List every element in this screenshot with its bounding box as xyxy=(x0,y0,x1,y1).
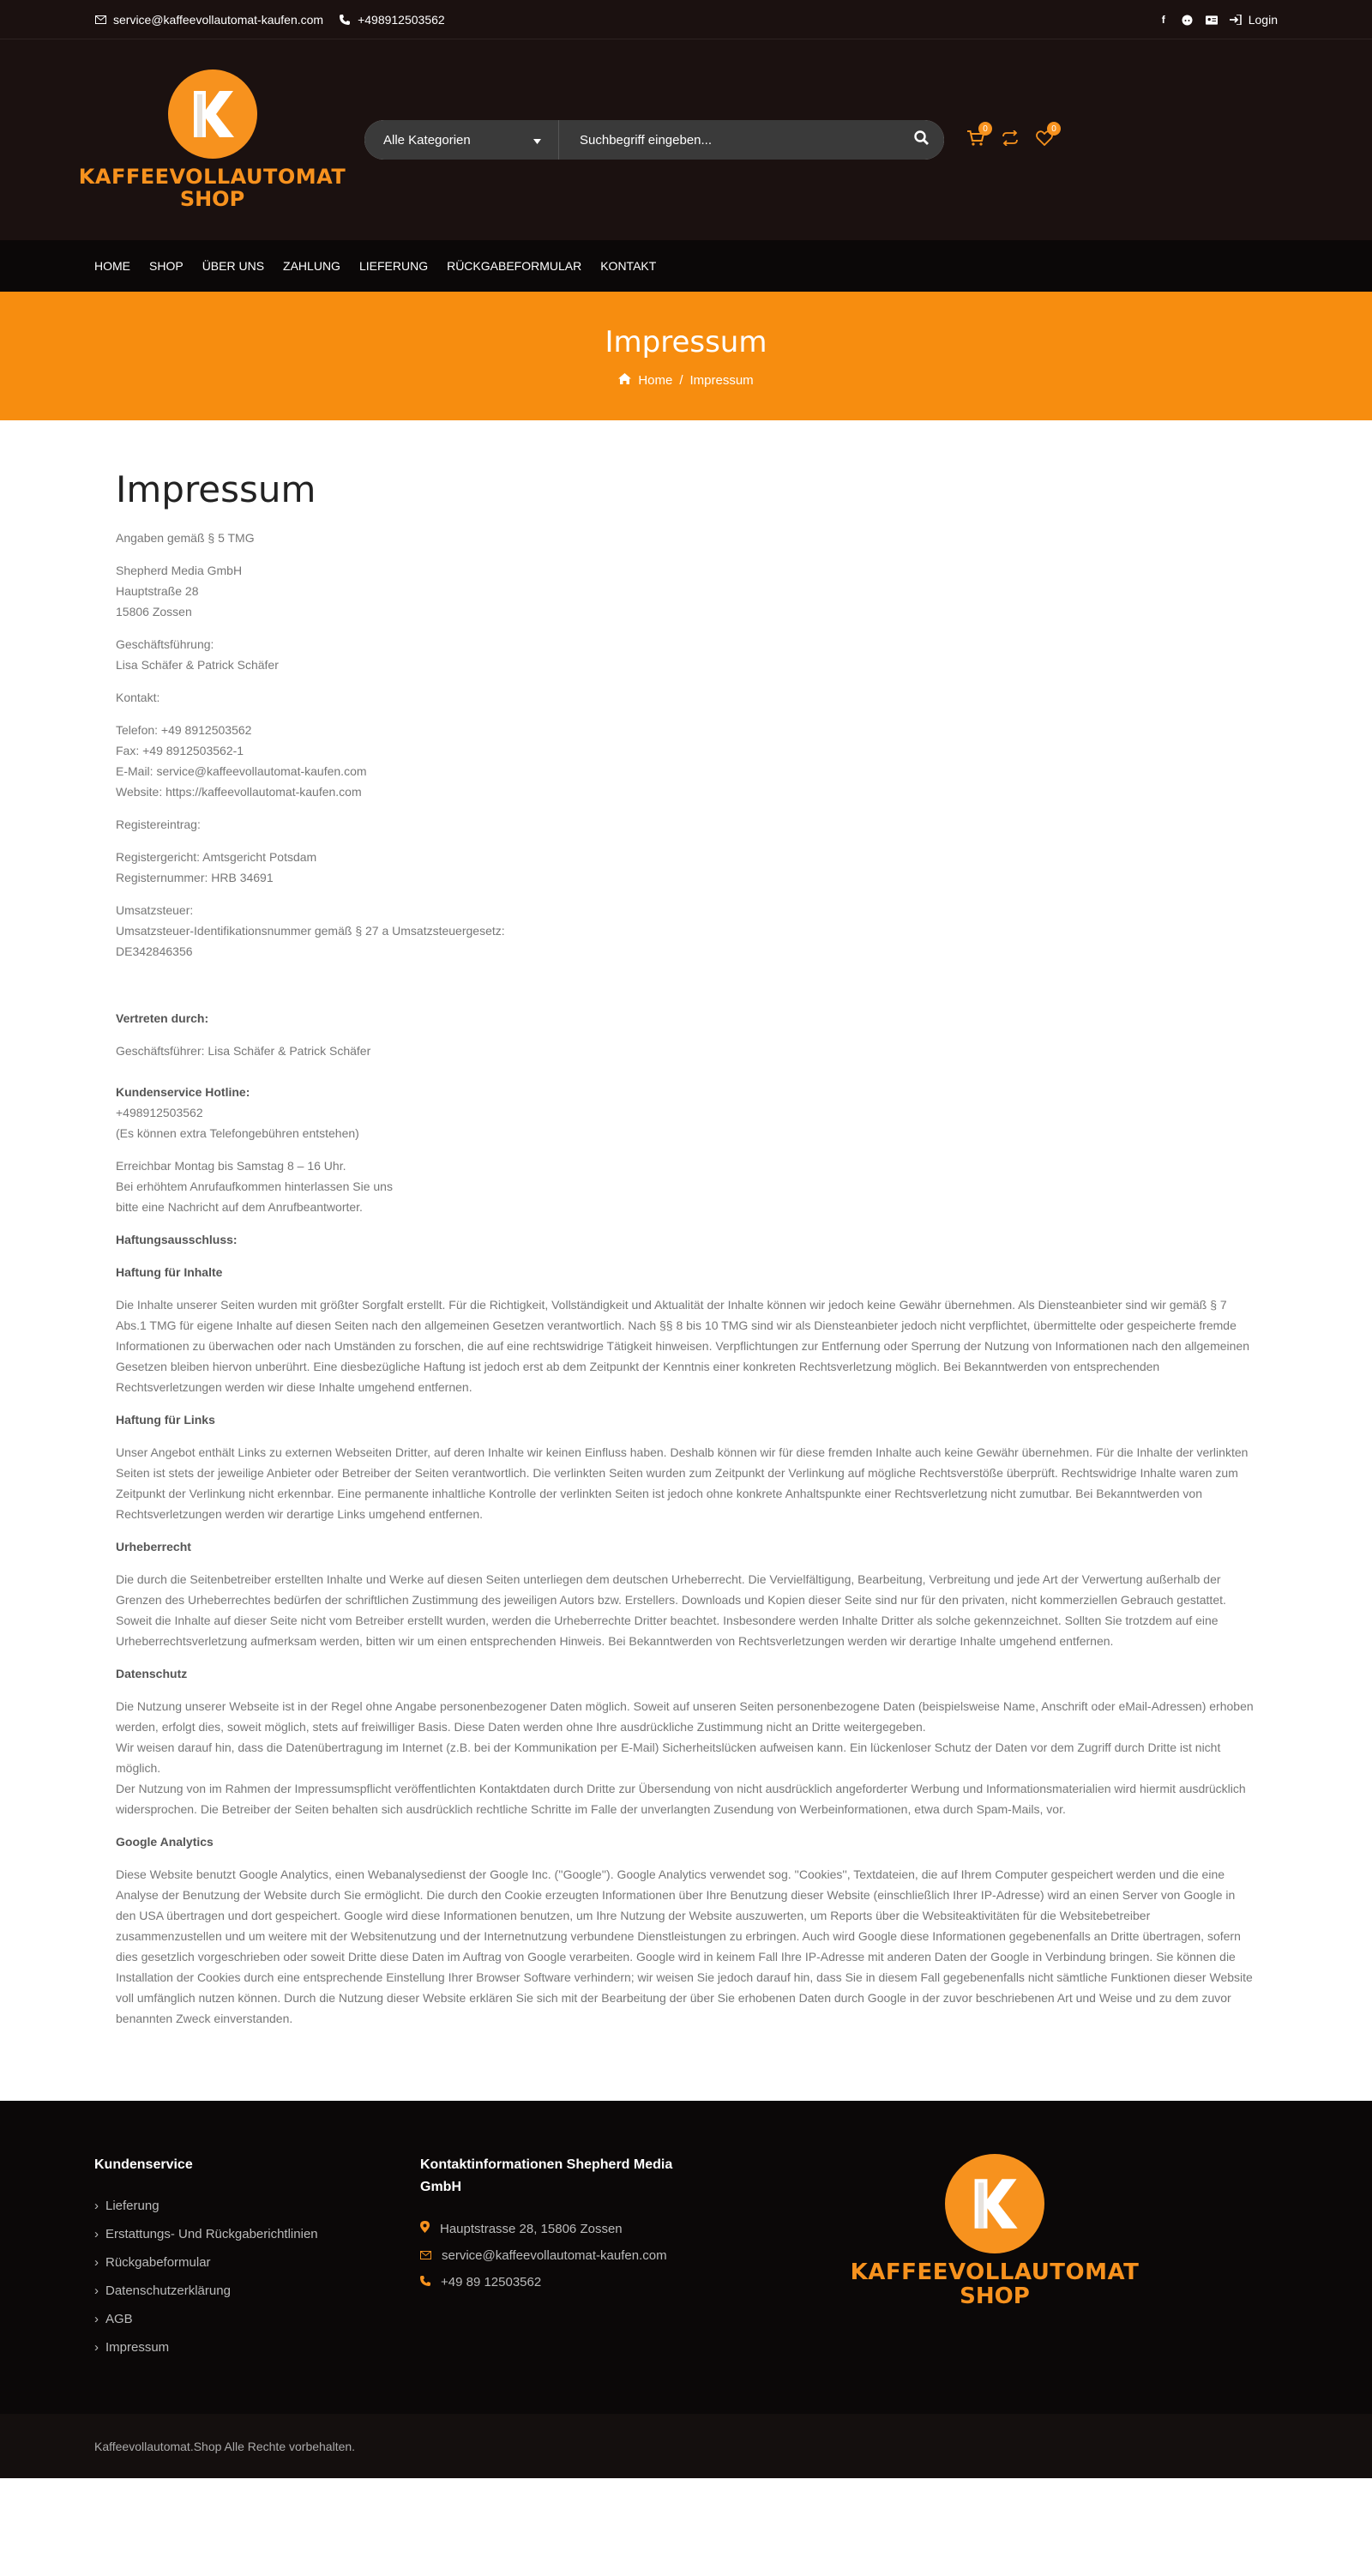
disclaimer-heading: Haftungsausschluss: xyxy=(116,1233,238,1246)
footer-phone[interactable] xyxy=(420,2275,712,2289)
angle-right-icon: › xyxy=(94,2283,99,2298)
reddit-icon[interactable] xyxy=(1182,14,1194,26)
login-link[interactable] xyxy=(1230,13,1278,27)
angle-right-icon: › xyxy=(94,2227,99,2241)
footer-link-label: Datenschutzerklärung xyxy=(105,2283,231,2298)
nav-zahlung[interactable]: ZAHLUNG xyxy=(283,259,340,273)
hotline xyxy=(116,1082,1256,1143)
phone-icon xyxy=(339,14,351,26)
contact-line: Website: https://kaffeevollautomat-kaufen.com xyxy=(116,785,362,799)
cart-count-badge: 0 xyxy=(978,122,992,136)
logo-text-line2: SHOP xyxy=(179,187,245,211)
hotline-label: Kundenservice Hotline: xyxy=(116,1085,250,1099)
register-label: Registereintrag: xyxy=(116,817,201,831)
address-line: 15806 Zossen xyxy=(116,605,192,618)
footer-col1-title: Kundenservice xyxy=(94,2157,193,2172)
company-address xyxy=(116,560,1256,622)
contact-line: E-Mail: service@kaffeevollautomat-kaufen.com xyxy=(116,764,367,778)
facebook-icon[interactable]: f xyxy=(1161,14,1165,26)
topbar-email-text: service@kaffeevollautomat-kaufen.com xyxy=(113,13,324,27)
search-bar xyxy=(364,120,944,160)
copyright-bar xyxy=(0,2414,1372,2478)
category-select[interactable] xyxy=(364,120,558,160)
sign-in-icon xyxy=(1230,14,1242,26)
nav-lieferung[interactable]: LIEFERUNG xyxy=(358,259,429,273)
register-line: Registernummer: HRB 34691 xyxy=(116,871,274,884)
analytics-heading: Google Analytics xyxy=(116,1835,214,1849)
hotline-number: +498912503562 xyxy=(116,1106,203,1119)
top-bar xyxy=(0,0,1372,39)
footer-link-erstattung[interactable] xyxy=(94,2227,420,2241)
wishlist-button[interactable] xyxy=(1035,124,1056,149)
footer-link-label: Rückgabeformular xyxy=(105,2255,211,2270)
management xyxy=(116,634,1256,675)
banner-title: Impressum xyxy=(605,324,767,359)
envelope-icon xyxy=(94,14,106,26)
login-label: Login xyxy=(1248,13,1278,27)
represented-label: Vertreten durch: xyxy=(116,1011,209,1025)
topbar-email[interactable] xyxy=(94,13,323,27)
footer-contact-info xyxy=(420,2154,712,2368)
privacy-text xyxy=(116,1696,1256,1819)
vat-line: Umsatzsteuer-Identifikationsnummer gemäß § 27 a Umsatzsteuergesetz: xyxy=(116,924,505,938)
privacy-paragraph: Der Nutzung von im Rahmen der Impressumspflicht veröffentlichten Kontaktdaten durch Dritte zur Übersendung von nicht ausdrücklich angeforderter Werbung und Informationsmaterialien wird hiermit ausdrücklich widersprochen. Die Betreiber der Seiten behalten sich ausdrücklich rechtliche Schritte im Falle der unverlangten Zusendung von Werbeinformationen, etwa durch Spam-Mails, vor. xyxy=(116,1782,1246,1816)
footer-link-lieferung[interactable] xyxy=(94,2199,420,2213)
topbar-phone[interactable] xyxy=(339,13,445,27)
angle-right-icon: › xyxy=(94,2199,99,2213)
management-names: Lisa Schäfer & Patrick Schäfer xyxy=(116,658,279,672)
contact-details xyxy=(116,720,1256,802)
footer-link-datenschutz[interactable] xyxy=(94,2283,420,2298)
contact-line: Fax: +49 8912503562-1 xyxy=(116,744,244,757)
category-select-value: Alle Kategorien xyxy=(383,132,471,148)
footer-link-label: AGB xyxy=(105,2312,133,2326)
map-marker-icon xyxy=(420,2221,430,2236)
main-nav xyxy=(0,240,1372,292)
main-content xyxy=(0,420,1372,2101)
footer-col2-title: Kontaktinformationen Shepherd Media GmbH xyxy=(420,2157,673,2194)
angle-right-icon: › xyxy=(94,2340,99,2355)
footer-phone-text: +49 89 12503562 xyxy=(441,2275,542,2289)
angle-right-icon: › xyxy=(94,2255,99,2270)
contact-label: Kontakt: xyxy=(116,691,160,704)
search-button[interactable] xyxy=(898,120,944,160)
nav-rueckgabeformular[interactable]: RÜCKGABEFORMULAR xyxy=(447,259,582,273)
copyright-text: Kaffeevollautomat.Shop Alle Rechte vorbehalten. xyxy=(94,2439,356,2453)
content-liability-heading: Haftung für Inhalte xyxy=(116,1265,223,1279)
footer-link-label: Lieferung xyxy=(105,2199,159,2213)
site-logo[interactable] xyxy=(78,69,346,211)
compare-button[interactable] xyxy=(1001,130,1020,149)
analytics-text: Diese Website benutzt Google Analytics, einen Webanalysedienst der Google Inc. (''Google''). Google Analytics verwendet sog. ''Cookies'', Textdateien, die auf Ihrem Computer gespeichert werden und die eine Analyse der Benutzung der Website durch Sie ermöglicht. Die durch den Cookie erzeugten Informationen über Ihre Benutzung dieser Website (einschließlich Ihrer IP-Adresse) wird an einen Server von Google in den USA übertragen und dort gespeichert. Google wird diese Informationen benutzen, um Ihre Nutzung der Website auszuwerten, um Reports über die Websiteaktivitäten für die Websitebetreiber zusammenzustellen und um weitere mit der Websitenutzung und der Internetnutzung verbundene Dienstleistungen zu erbringen. Auch wird Google diese Informationen gegebenenfalls an Dritte übertragen, sofern dies gesetzlich vorgeschrieben oder soweit Dritte diese Daten im Auftrag von Google verarbeiten. Google wird in keinem Fall Ihre IP-Adresse mit anderen Daten der Google in Verbindung bringen. Sie können die Installation der Cookies durch eine entsprechende Einstellung Ihrer Browser Software verhindern; wir weisen Sie jedoch darauf hin, dass Sie in diesem Fall gegebenenfalls nicht sämtliche Funktionen dieser Website voll umfänglich nutzen können. Durch die Nutzung dieser Website erklären Sie sich mit der Bearbeitung der über Sie erhobenen Daten durch Google in der zuvor beschriebenen Art und Weise und zu dem zuvor benannten Zweck einverstanden. xyxy=(116,1867,1253,2025)
vat-line: DE342846356 xyxy=(116,944,193,958)
logo-text-line1: KAFFEEVOLLAUTOMAT xyxy=(78,165,346,189)
copyright-text: Die durch die Seitenbetreiber erstellten Inhalte und Werke auf diesen Seiten unterliegen dem deutschen Urheberrecht. Die Vervielfältigung, Bearbeitung, Verbreitung und jede Art der Verwertung außerhalb der Grenzen des Urheberrechtes bedürfen der schriftlichen Zustimmung des jeweiligen Autors bzw. Erstellers. Downloads und Kopien dieser Seite sind nur für den privaten, nicht kommerziellen Gebrauch gestattet. Soweit die Inhalte auf dieser Seite nicht vom Betreiber erstellt wurden, werden die Urheberrechte Dritter beachtet. Insbesondere werden Inhalte Dritter als solche gekennzeichnet. Sollten Sie trotzdem auf eine Urheberrechtsverletzung aufmerksam werden, bitten wir um einen entsprechenden Hinweis. Bei Bekanntwerden von Rechtsverletzungen werden wir derartige Inhalte umgehend entfernen. xyxy=(116,1572,1226,1648)
cart-button[interactable] xyxy=(966,124,988,149)
register-details xyxy=(116,847,1256,888)
breadcrumb xyxy=(618,373,753,388)
privacy-paragraph: Die Nutzung unserer Webseite ist in der Regel ohne Angabe personenbezogener Daten möglich. Soweit auf unseren Seiten personenbezogene Daten (beispielsweise Name, Anschrift oder eMail-Adressen) erhoben werden, erfolgt dies, soweit möglich, stets auf freiwilliger Basis. Diese Daten werden ohne Ihre ausdrückliche Zustimmung nicht an Dritte weitergegeben. xyxy=(116,1699,1254,1734)
management-label: Geschäftsführung: xyxy=(116,637,214,651)
footer-link-label: Erstattungs- Und Rückgaberichtlinien xyxy=(105,2227,318,2241)
footer-email[interactable] xyxy=(420,2248,712,2263)
nav-home[interactable]: HOME xyxy=(94,259,130,273)
content-liability-text: Die Inhalte unserer Seiten wurden mit größter Sorgfalt erstellt. Für die Richtigkeit, Vollständigkeit und Aktualität der Inhalte können wir jedoch keine Gewähr übernehmen. Als Diensteanbieter sind wir gemäß § 7 Abs.1 TMG für eigene Inhalte auf diesen Seiten nach den allgemeinen Gesetzen verantwortlich. Nach §§ 8 bis 10 TMG sind wir als Diensteanbieter jedoch nicht verpflichtet, übermittelte oder gespeicherte fremde Informationen zu überwachen oder nach Umständen zu forschen, die auf eine rechtswidrige Tätigkeit hinweisen. Verpflichtungen zur Entfernung oder Sperrung der Nutzung von Informationen nach den allgemeinen Gesetzen bleiben hiervon unberührt. Eine diesbezügliche Haftung ist jedoch erst ab dem Zeitpunkt der Kenntnis einer konkreten Rechtsverletzung möglich. Bei Bekanntwerden von entsprechenden Rechtsverletzungen werden wir diese Inhalte umgehend entfernen. xyxy=(116,1298,1249,1394)
angle-right-icon: › xyxy=(94,2312,99,2326)
privacy-paragraph: Wir weisen darauf hin, dass die Datenübertragung im Internet (z.B. bei der Kommunikation per E-Mail) Sicherheitslücken aufweisen kann. Ein lückenloser Schutz der Daten vor dem Zugriff durch Dritte ist nicht möglich. xyxy=(116,1740,1221,1775)
nav-kontakt[interactable]: KONTAKT xyxy=(600,259,657,273)
footer-logo-column xyxy=(712,2154,1278,2368)
footer-customer-service xyxy=(94,2154,420,2368)
breadcrumb-separator: / xyxy=(679,372,683,388)
logo-k-icon xyxy=(168,69,257,159)
vat-label: Umsatzsteuer: xyxy=(116,903,194,917)
page-banner xyxy=(0,292,1372,420)
footer-address-text: Hauptstrasse 28, 15806 Zossen xyxy=(440,2221,623,2236)
site-header xyxy=(0,39,1372,240)
vat-details xyxy=(116,900,1256,962)
nav-shop[interactable]: SHOP xyxy=(149,259,184,273)
breadcrumb-current: Impressum xyxy=(689,372,754,388)
page-heading: Impressum xyxy=(116,468,316,510)
footer-address xyxy=(420,2221,712,2236)
availability xyxy=(116,1155,1256,1217)
copyright-heading: Urheberrecht xyxy=(116,1540,191,1553)
compare-arrows-icon xyxy=(1002,130,1019,150)
search-icon xyxy=(914,130,929,149)
footer-link-agb[interactable] xyxy=(94,2312,420,2326)
wishlist-count-badge: 0 xyxy=(1047,122,1061,136)
footer-link-label: Impressum xyxy=(105,2340,170,2355)
phone-icon xyxy=(420,2275,430,2289)
nav-ueber-uns[interactable]: ÜBER UNS xyxy=(202,259,265,273)
envelope-icon xyxy=(420,2248,431,2263)
availability-line: Bei erhöhtem Anrufaufkommen hinterlassen Sie uns xyxy=(116,1179,393,1193)
vcard-icon[interactable] xyxy=(1206,14,1218,26)
search-input[interactable] xyxy=(558,120,898,160)
links-liability-heading: Haftung für Links xyxy=(116,1413,215,1427)
privacy-heading: Datenschutz xyxy=(116,1667,188,1680)
availability-line: bitte eine Nachricht auf dem Anrufbeantworter. xyxy=(116,1200,363,1214)
footer-link-impressum[interactable] xyxy=(94,2340,420,2355)
site-footer xyxy=(0,2101,1372,2414)
footer-logo-text-line1: KAFFEEVOLLAUTOMAT xyxy=(850,2259,1140,2285)
topbar-phone-text: +498912503562 xyxy=(358,13,445,27)
logo-k-icon xyxy=(945,2154,1044,2253)
represented-text: Geschäftsführer: Lisa Schäfer & Patrick Schäfer xyxy=(116,1044,371,1058)
footer-logo[interactable] xyxy=(850,2154,1140,2368)
contact-line: Telefon: +49 8912503562 xyxy=(116,723,252,737)
home-icon xyxy=(618,373,631,388)
breadcrumb-home[interactable]: Home xyxy=(638,372,673,388)
footer-logo-text-line2: SHOP xyxy=(960,2283,1030,2309)
footer-link-rueckgabeformular[interactable] xyxy=(94,2255,420,2270)
links-liability-text: Unser Angebot enthält Links zu externen Webseiten Dritter, auf deren Inhalte wir keinen Einfluss haben. Deshalb können wir für diese fremden Inhalte auch keine Gewähr übernehmen. Für die Inhalte der verlinkten Seiten ist stets der jeweilige Anbieter oder Betreiber der Seiten verantwortlich. Die verlinkten Seiten wurden zum Zeitpunkt der Verlinkung auf mögliche Rechtsverstöße überprüft. Rechtswidrige Inhalte waren zum Zeitpunkt der Verlinkung nicht erkennbar. Eine permanente inhaltliche Kontrolle der verlinkten Seiten ist jedoch ohne konkrete Anhaltspunkte einer Rechtsverletzung nicht zumutbar. Bei Bekanntwerden von Rechtsverletzungen werden wir derartige Links umgehend entfernen. xyxy=(116,1445,1249,1521)
tmg-line: Angaben gemäß § 5 TMG xyxy=(116,531,255,545)
footer-email-text: service@kaffeevollautomat-kaufen.com xyxy=(442,2248,667,2263)
hotline-note: (Es können extra Telefongebühren entstehen) xyxy=(116,1126,359,1140)
address-line: Hauptstraße 28 xyxy=(116,584,199,598)
availability-line: Erreichbar Montag bis Samstag 8 – 16 Uhr. xyxy=(116,1159,346,1173)
address-line: Shepherd Media GmbH xyxy=(116,564,243,577)
register-line: Registergericht: Amtsgericht Potsdam xyxy=(116,850,317,864)
caret-down-icon xyxy=(533,133,541,148)
